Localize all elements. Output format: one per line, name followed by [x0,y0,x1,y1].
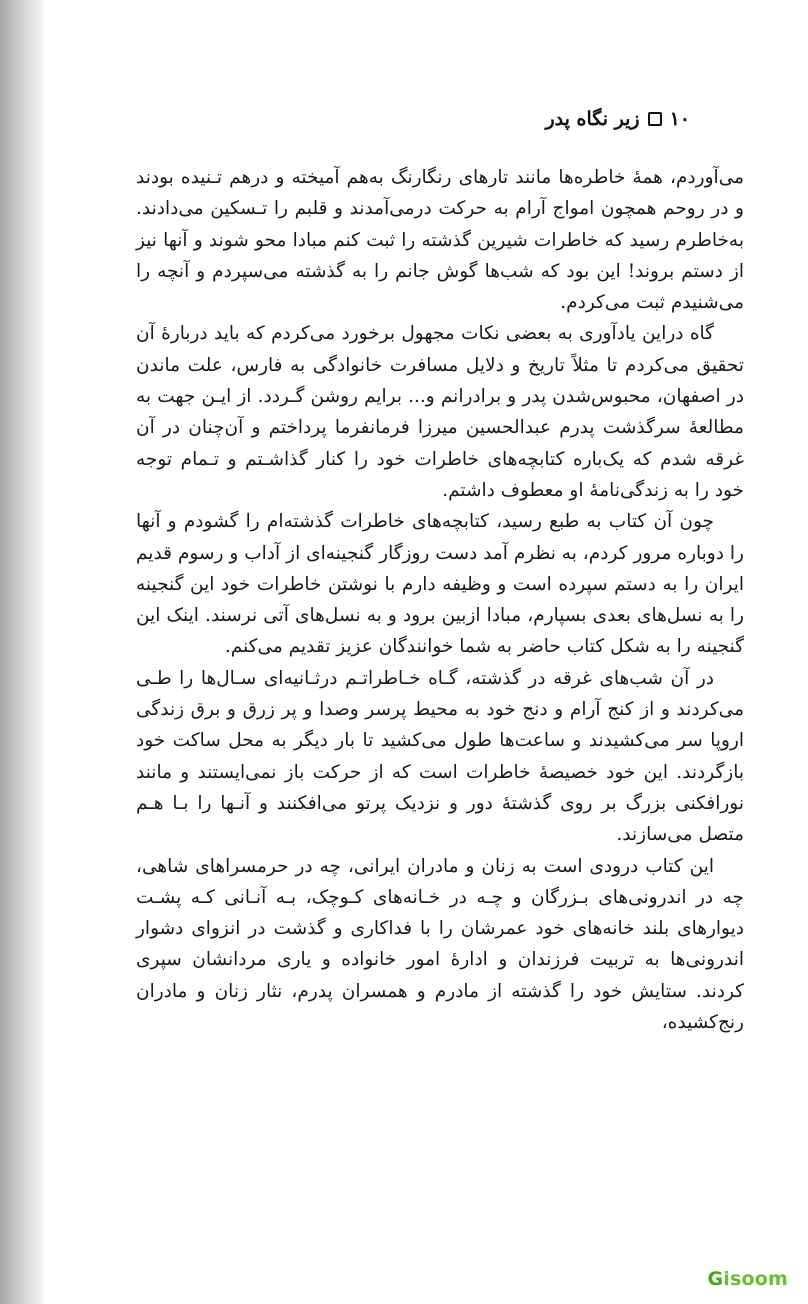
running-header [545,108,690,130]
header-square-ornament-icon [648,112,662,126]
page-body [136,162,744,1038]
book-page [46,0,808,1304]
gisoom-logo: Gisoom [707,1268,788,1290]
paragraph-3: چون آن کتاب به طبع رسید، کتابچه‌های خاطرات گذشته‌ام را گشودم و آنها را دوباره مرور کردم، به نظرم آمد دست روزگار گنجینه‌ای از آداب و رسوم قدیم ایران را به دستم سپرده است و وظیفه دارم با نوشتن خاطرات خود این گنجینه را به نسل‌های بعدی بسپارم، مبادا ازبین برود و به نسل‌های آتی نرسند. اینک این گنجینه را به شکل کتاب حاضر به شما خوانندگان عزیز تقدیم می‌کنم. [136,511,744,658]
paragraph-5: این کتاب درودی است به زنان و مادران ایرانی، چه در حرمسراهای شاهی، چه در اندرونی‌های بـزرگان و چـه در خـانه‌های کـوچک، بـه آنـانی کـه پشـت دیوارهای بلند خانه‌های خود عمرشان را با فداکاری و گذشت در انزوای دشوار اندرونی‌ها به تربیت فرزندان و ادارهٔ امور خانواده و یاری مردانشان سپری کردند. ستایش خود را گذشته از مادرم و همسران پدرم، نثار زنان و مادران رنج‌کشیده، [136,855,744,1034]
paragraph-2: گاه دراین یادآوری به بعضی نکات مجهول برخورد می‌کردم که باید دربارهٔ آن تحقیق می‌کردم تا مثلاً تاریخ و دلایل مسافرت خانوادگی به فارس، علت ماندن در اصفهان، محبوس‌شدن پدر و برادرانم و... برایم روشن گـردد. از ایـن جهت به مطالعهٔ سرگذشت پدرم عبدالحسین میرزا فرمانفرما پرداختم و آن‌چنان در آن غرقه شدم که یک‌باره کتابچه‌های خاطرات خود را کنار گذاشـتم و تـمام توجه خود را به زندگی‌نامهٔ او معطوف داشتم. [136,323,744,501]
paragraph-4: در آن شب‌های غرقه در گذشته، گـاه خـاطراتـم درثـانیه‌ای سـال‌ها را طـی می‌کردند و از کنج آرام و دنج خود به محیط پرسر وصدا و پر زرق و برق زندگی اروپا سر می‌کشیدند و ساعت‌ها طول می‌کشید تا بار دیگر به محل ساکت خود بازگردند. این خود خصیصهٔ خاطرات است که از حرکت باز نمی‌ایستند و مانند نورافکنی بزرگ بر روی گذشتهٔ دور و نزدیک پرتو می‌افکنند و آنـها را بـا هـم متصل می‌سازند. [136,667,744,846]
running-title: زیر نگاه پدر [545,108,640,130]
page-number: ۱۰ [669,108,690,130]
scan-binding-shadow [0,0,46,1304]
paragraph-1: می‌آوردم، همهٔ خاطره‌ها مانند تارهای رنگارنگ به‌هم آمیخته و درهم تـنیده بودند و در روحم همچون امواج آرام به حرکت درمی‌آمدند و قلبم را تـسکین می‌دادند. به‌خاطرم رسید که خاطرات شیرین گذشته را ثبت کنم مبادا محو شوند و آنها نیز از دستم بروند! این بود که شب‌ها گوش جانم را به گذشته می‌سپردم و آنچه را می‌شنیدم ثبت می‌کردم. [136,167,744,314]
